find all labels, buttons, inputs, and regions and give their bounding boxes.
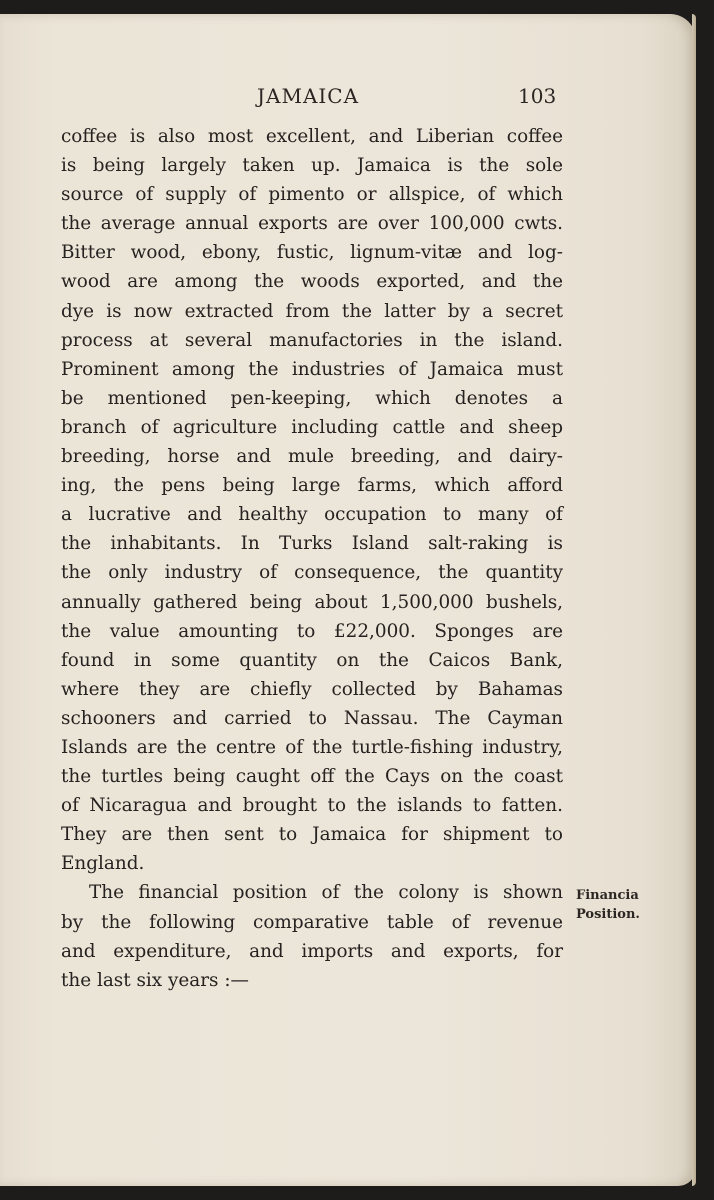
page-number: 103 [518,84,557,108]
text-line: by the following comparative table of revenue [61,911,563,933]
text-line: be mentioned pen-keeping, which denotes a [61,387,563,409]
text-line: Prominent among the industries of Jamaica must [61,358,563,380]
text-line: The financial position of the colony is shown [89,882,563,904]
text-line: the inhabitants. In Turks Island salt-raking is [61,533,563,555]
text-line: ing, the pens being large farms, which afford [61,475,563,497]
text-line: where they are chiefly collected by Bahamas [61,678,563,700]
text-line: the average annual exports are over 100,000 cwts. [61,213,563,235]
text-line: the only industry of consequence, the quantity [61,562,563,584]
text-line: the last six years :— [61,969,249,991]
text-line: the turtles being caught off the Cays on the coast [61,766,563,788]
text-line: and expenditure, and imports and exports, for [61,940,563,962]
text-line: annually gathered being about 1,500,000 bushels, [61,591,563,613]
text-line: a lucrative and healthy occupation to many of [61,504,563,526]
text-line: England. [61,853,145,875]
text-line: coffee is also most excellent, and Liberian coffee [61,126,563,147]
text-line: dye is now extracted from the latter by a secret [61,300,563,322]
text-line: Islands are the centre of the turtle-fishing industry, [61,736,563,758]
page-header [0,84,696,114]
text-line: They are then sent to Jamaica for shipment to [61,824,563,846]
margin-note [576,886,686,924]
text-line: process at several manufactories in the island. [61,329,563,351]
text-line: is being largely taken up. Jamaica is the sole [61,155,563,177]
body-text [61,122,563,995]
running-title: JAMAICA [257,84,360,108]
text-line: found in some quantity on the Caicos Bank, [61,649,563,671]
margin-note-line: Financia [576,888,639,903]
text-line: branch of agriculture including cattle and sheep [61,416,563,438]
text-line: breeding, horse and mule breeding, and dairy- [61,446,563,468]
text-line: wood are among the woods exported, and the [61,271,563,293]
text-line: the value amounting to £22,000. Sponges are [61,620,563,642]
text-line: source of supply of pimento or allspice, of which [61,184,563,206]
text-line: of Nicaragua and brought to the islands to fatten. [61,795,563,817]
text-line: schooners and carried to Nassau. The Cayman [61,707,563,729]
text-line: Bitter wood, ebony, fustic, lignum-vitæ and log- [61,242,563,264]
page-edge [692,14,696,1186]
margin-note-line: Position. [576,907,640,922]
